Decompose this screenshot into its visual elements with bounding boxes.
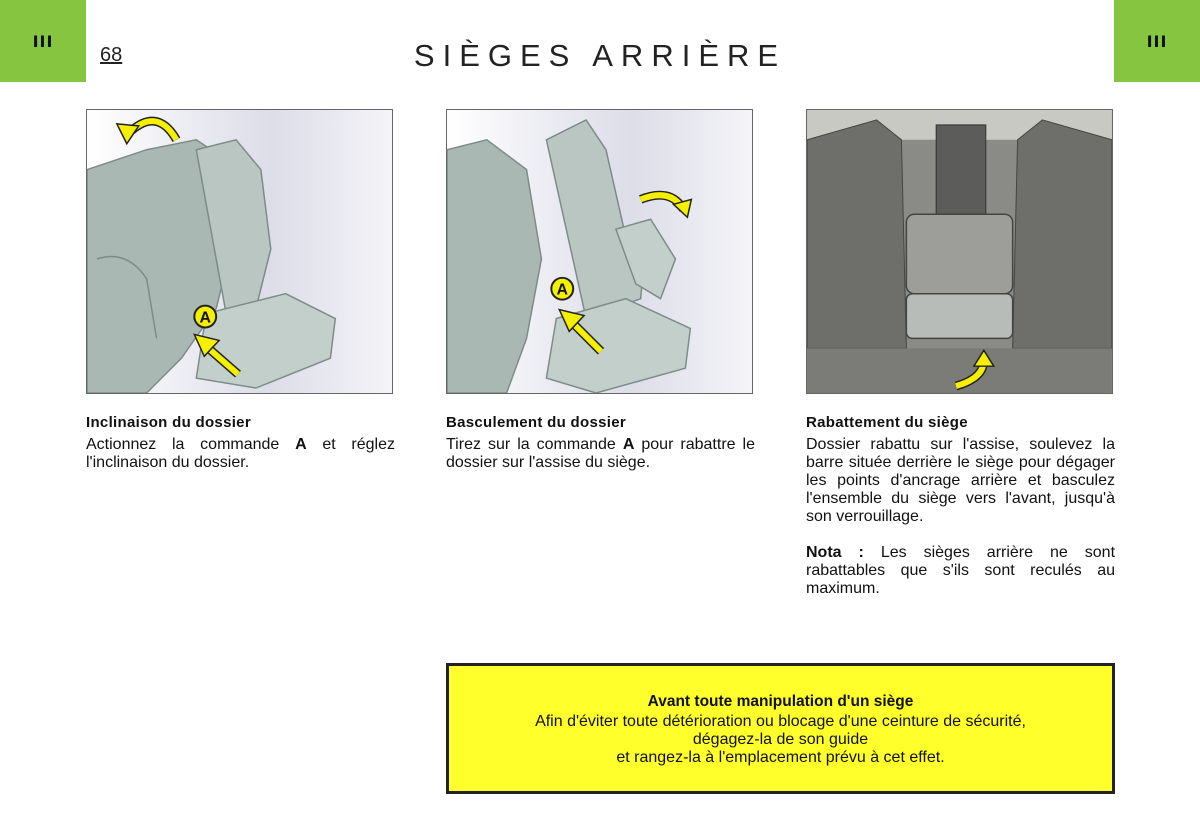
control-label: A — [622, 436, 635, 453]
section-body — [86, 436, 395, 472]
marker-a-label: A — [199, 309, 211, 327]
marker-a-label: A — [556, 281, 568, 299]
figure-recline — [86, 109, 393, 394]
warning-line: et rangez-la à l'emplacement prévu à cet effet. — [616, 749, 945, 766]
chapter-tab-right-label: III — [1146, 31, 1168, 51]
chapter-tab-right — [1114, 0, 1200, 82]
note-paragraph — [806, 544, 1115, 598]
body-text: et réglez l'inclinaison du dossier. — [86, 436, 396, 471]
section-heading: Basculement du dossier — [446, 414, 626, 431]
chapter-tab-left — [0, 0, 86, 82]
warning-title: Avant toute manipulation d'un siège — [647, 693, 914, 710]
control-label: A — [295, 436, 307, 453]
body-text: pour rabattre le dossier sur l'assise du siège. — [446, 436, 756, 471]
seat-recline-illustration — [87, 110, 392, 393]
note-text: Les sièges arrière ne sont rabattables que s'ils sont reculés au maximum. — [806, 544, 1116, 597]
warning-box — [446, 663, 1115, 794]
warning-line: Afin d'éviter toute détérioration ou blocage d'une ceinture de sécurité, — [535, 713, 1026, 730]
section-fold — [806, 414, 1115, 598]
seat-tilt-illustration — [447, 110, 752, 393]
body-text: Tirez sur la commande — [446, 436, 623, 453]
chapter-tab-left-label: III — [32, 31, 54, 51]
section-recline — [86, 414, 395, 472]
section-heading: Inclinaison du dossier — [86, 414, 251, 431]
seat-fold-photo — [807, 110, 1112, 393]
note-label: Nota : — [806, 544, 864, 561]
section-tilt — [446, 414, 755, 472]
figure-tilt — [446, 109, 753, 394]
section-body — [446, 436, 755, 472]
page-number: 68 — [100, 44, 123, 66]
body-text: Actionnez la commande — [86, 436, 296, 453]
figure-fold — [806, 109, 1113, 394]
section-body: Dossier rabattu sur l'assise, soulevez la barre située derrière le siège pour dégager les points d'ancrage arrière et basculez l'ensemble du siège vers l'avant, jusqu'à son verrouillage. — [806, 436, 1115, 525]
section-heading: Rabattement du siège — [806, 414, 968, 431]
page-title: SIÈGES ARRIÈRE — [413, 38, 787, 73]
warning-line: dégagez-la de son guide — [692, 731, 869, 748]
